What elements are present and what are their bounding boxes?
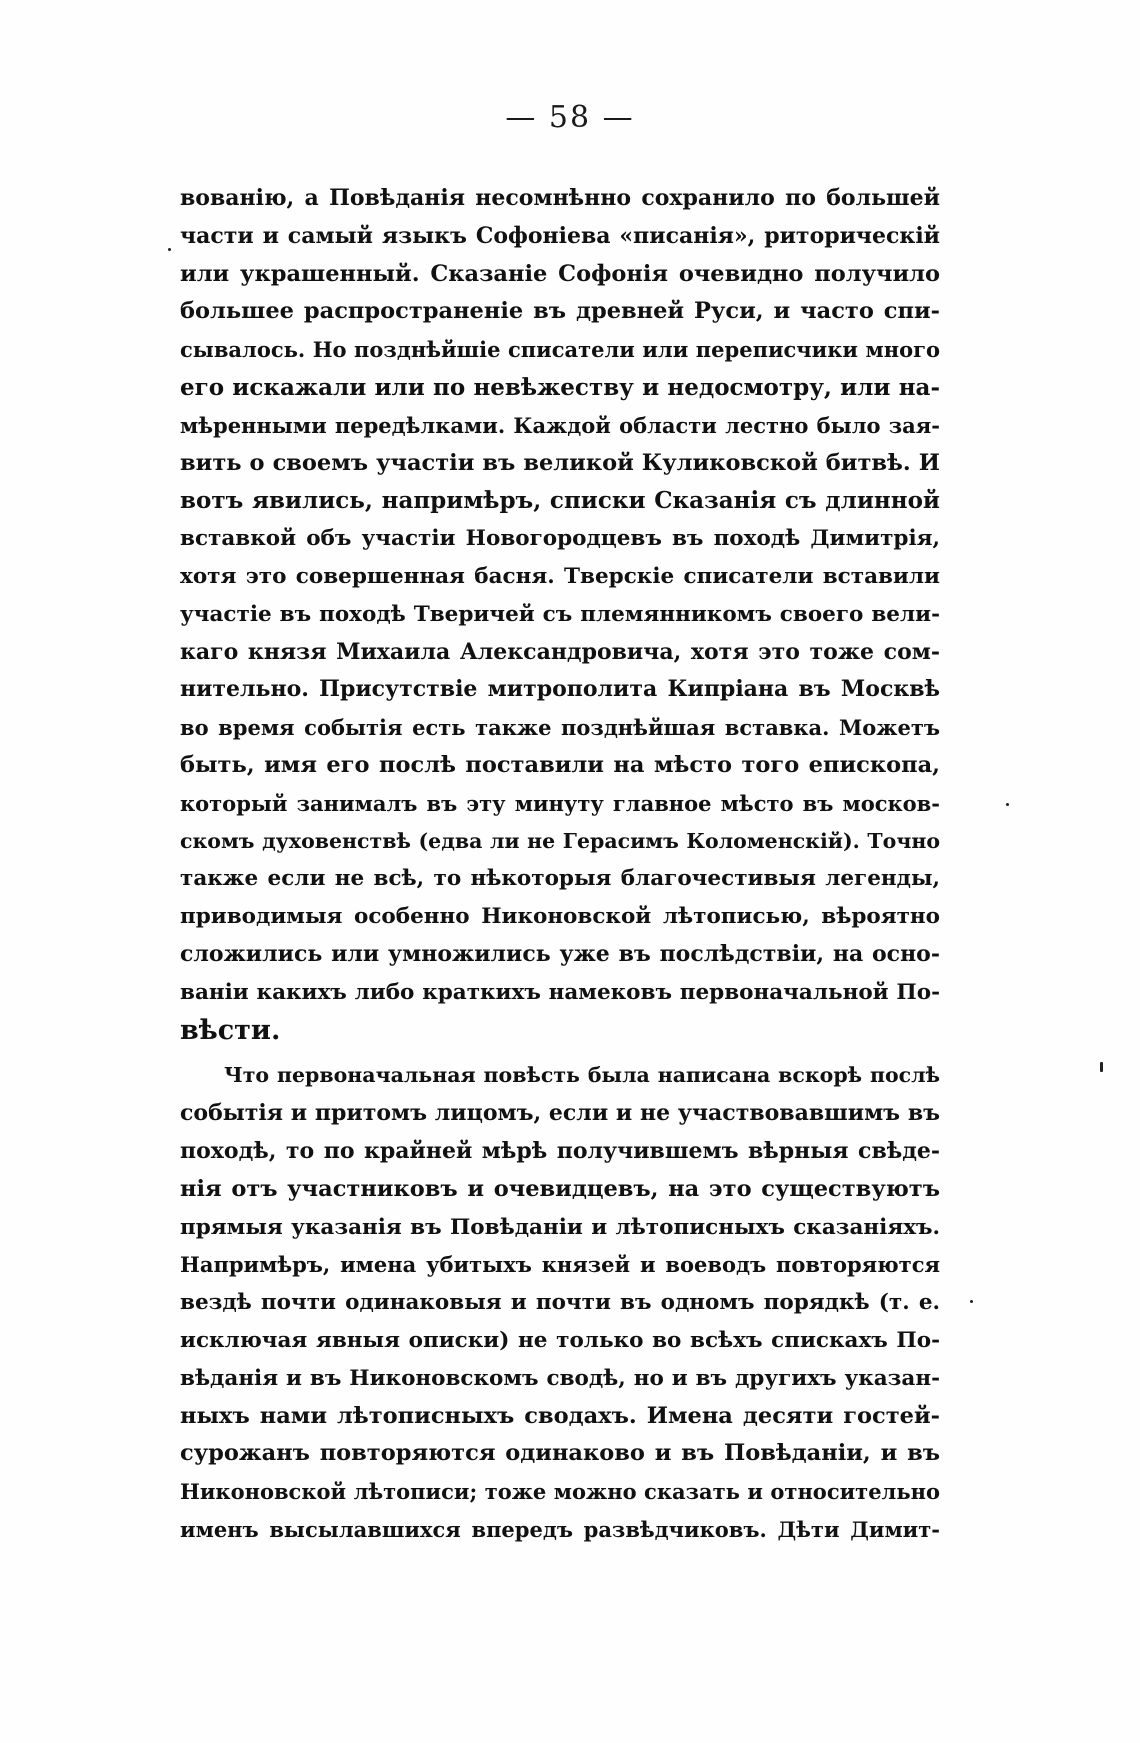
paragraph-2 [180,1057,940,1548]
text-line: вить о своемъ участіи въ великой Куликовской битвѣ. И [180,449,940,476]
scan-speck [1100,1062,1103,1072]
text-line: быть, имя его послѣ поставили на мѣсто того епископа, [180,751,940,778]
text-line: исключая явныя описки) не только во всѣхъ спискахъ По- [180,1327,940,1353]
text-line: части и самый языкъ Софоніева «писанія», риторическій [180,222,940,249]
text-line: походѣ, то по крайней мѣрѣ получившемъ вѣрныя свѣде- [180,1137,940,1164]
text-line: вотъ явились, напримѣръ, списки Сказанія съ длинной [180,487,940,515]
text-line: событія и притомъ лицомъ, если и не участвовавшимъ въ [180,1100,940,1127]
text-line: участіе въ походѣ Тверичей съ племянникомъ своего вели- [180,601,940,627]
text-line: именъ высылавшихся впередъ развѣдчиковъ. Дѣти Димит- [180,1516,940,1542]
text-line: нія отъ участниковъ и очевидцевъ, на это существуютъ [180,1175,940,1202]
text-line: который занималъ въ эту минуту главное мѣсто въ москов- [180,790,940,816]
paragraph-gap [180,1049,940,1057]
text-line: вставкой объ участіи Новогородцевъ въ походѣ Димитрія, [180,526,940,552]
text-line: сывалось. Но позднѣйшіе списатели или переписчики много [180,337,940,363]
text-line: Что первоначальная повѣсть была написана вскорѣ послѣ [224,1063,940,1088]
text-line: во время событія есть также позднѣйшая вставка. Можетъ [180,715,940,741]
scan-speck [970,1300,973,1303]
text-line: каго князя Михаила Александровича, хотя это тоже сом- [180,638,940,665]
scan-speck [1006,803,1009,806]
text-line: ныхъ нами лѣтописныхъ сводахъ. Имена десяти гостей- [180,1402,940,1429]
text-line: вездѣ почти одинаковыя и почти въ одномъ порядкѣ (т. е. [180,1290,940,1316]
text-line: его искажали или по невѣжеству и недосмотру, или на- [180,373,940,401]
text-line: вѣданія и въ Никоновскомъ сводѣ, но и въ другихъ указан- [180,1365,940,1391]
text-line: сложились или умножились уже въ послѣдствіи, на осно- [180,940,940,967]
scan-speck [168,248,171,251]
text-body [180,180,940,1549]
text-line: ваніи какихъ либо краткихъ намековъ первоначальной По- [180,979,940,1005]
text-line: приводимыя особенно Никоновской лѣтописью, вѣроятно [180,904,940,930]
text-line: вѣсти. [180,1014,281,1046]
text-line: нительно. Присутствіе митрополита Кипріана въ Москвѣ [180,676,940,703]
text-line: скомъ духовенствѣ (едва ли не Герасимъ Коломенскій). Точно [180,828,940,853]
text-line: мѣренными передѣлками. Каждой области лестно было зая- [180,412,940,438]
text-line: вованію, а Повѣданія несомнѣнно сохранило по большей [180,185,940,211]
text-line: сурожанъ повторяются одинаково и въ Повѣданіи, и въ [180,1440,940,1467]
text-line: или украшенный. Сказаніе Софонія очевидно получило [180,260,940,287]
text-line: также если не всѣ, то нѣкоторыя благочестивыя легенды, [180,866,940,892]
paragraph-1 [180,180,940,1049]
text-line: Никоновской лѣтописи; тоже можно сказать и относительно [180,1479,940,1505]
text-line: Напримѣръ, имена убитыхъ князей и воеводъ повторяются [180,1252,940,1278]
text-line: прямыя указанія въ Повѣданіи и лѣтописныхъ сказаніяхъ. [180,1214,940,1240]
text-line: хотя это совершенная басня. Тверскіе списатели вставили [180,563,940,589]
page-number: — 58 — [505,100,635,135]
text-line: большее распространеніе въ древней Руси, и часто спи- [180,298,940,325]
